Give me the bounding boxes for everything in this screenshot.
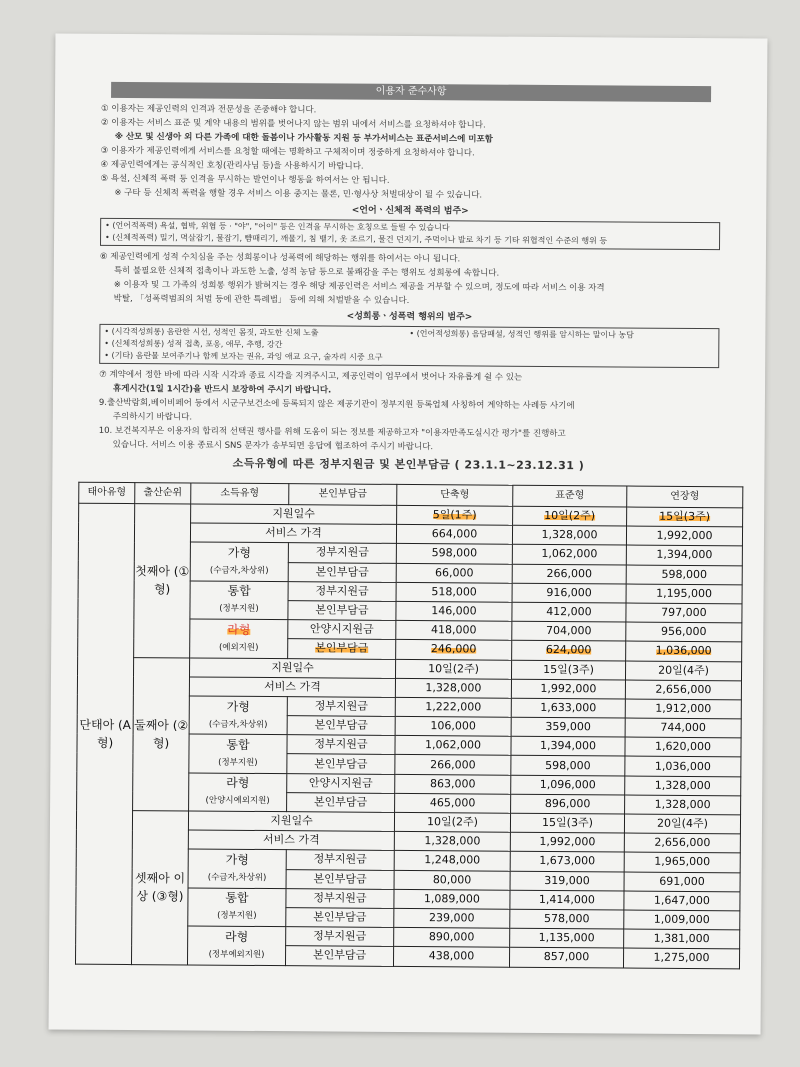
fee-value-cell <box>510 871 624 891</box>
income-type-sub: (정부지원) <box>217 911 257 922</box>
header-cell: 표준형 <box>513 485 627 507</box>
income-type-cell <box>190 581 288 620</box>
price-value: 1,992,000 <box>510 832 624 852</box>
fee-kind-cell <box>287 792 395 812</box>
fee-value-cell <box>624 929 740 949</box>
days-label: 지원일수 <box>188 811 394 832</box>
income-type-cell <box>190 542 288 581</box>
fee-value-cell <box>393 947 509 967</box>
price-value: 1,328,000 <box>394 832 510 852</box>
rules-section <box>52 98 767 475</box>
birth-order-cell: 셋째아 이상 (③형) <box>131 811 188 965</box>
income-type-cell <box>187 926 285 965</box>
price-value: 1,328,000 <box>395 678 511 698</box>
income-type-name: 가형 <box>227 545 252 560</box>
days-value-text: 15일(3주) <box>543 662 595 676</box>
fee-value-text: 412,000 <box>546 604 592 619</box>
fee-value-cell <box>395 755 511 775</box>
fee-kind-cell <box>286 888 394 908</box>
fee-value-cell <box>394 908 510 928</box>
fee-value-cell <box>625 795 741 815</box>
fee-value-text: 146,000 <box>431 604 477 618</box>
fee-value-cell <box>624 872 740 892</box>
fee-kind-text: 정부지원금 <box>313 852 367 867</box>
fee-kind-text: 본인부담금 <box>314 795 368 809</box>
fee-value-text: 691,000 <box>659 874 705 888</box>
days-row <box>79 503 743 527</box>
fee-value-cell <box>624 910 740 930</box>
rule-line: 10. 보건복지부은 이용자의 합리적 선택권 행사를 위해 도움이 되는 정보를 제공하고자 "이용자만족도실시간 평가"를 진행하고 <box>98 425 566 440</box>
fee-kind-cell <box>287 697 395 717</box>
rules-title: 이용자 준수사항 <box>111 82 711 102</box>
fee-value-cell <box>625 699 741 719</box>
fee-value-text: 916,000 <box>546 585 592 600</box>
fee-value-text: 1,248,000 <box>424 853 481 867</box>
income-type-name: 통합 <box>226 737 250 752</box>
price-value: 1,992,000 <box>511 679 625 699</box>
fee-value-cell <box>512 621 626 641</box>
fee-value-text: 1,912,000 <box>655 701 712 716</box>
income-type-sub: (예외지원) <box>218 642 259 653</box>
days-value-text: 20일(4주) <box>657 816 708 831</box>
fee-value-text: 1,009,000 <box>653 912 710 927</box>
fee-value-cell <box>394 870 510 890</box>
fee-value-text: 239,000 <box>429 911 475 925</box>
income-type-name: 라형 <box>225 929 249 944</box>
fee-value-text: 744,000 <box>660 720 706 735</box>
fee-value-text: 66,000 <box>434 565 474 580</box>
harass-item: • (시각적성희롱) 음란한 시선, 성적인 몸짓, 과도한 신체 노출 <box>104 326 319 338</box>
rule-note: ※ 산모 및 신생아 외 다른 가족에 대한 돌봄이나 가사활동 지원 등 부가서비스는 표준서비스에 미포함 <box>114 131 493 145</box>
price-value: 664,000 <box>396 525 512 545</box>
fee-kind-text: 본인부담금 <box>314 718 368 732</box>
income-type-name: 라형 <box>227 622 251 637</box>
days-value <box>394 812 510 832</box>
price-label: 서비스 가격 <box>188 830 394 851</box>
fee-value-text: 80,000 <box>432 872 472 887</box>
fee-value-cell <box>625 737 741 757</box>
fee-value-cell <box>511 736 625 756</box>
fee-value-cell <box>512 545 626 565</box>
fee-kind-text: 정부지원금 <box>313 929 367 943</box>
document-sheet <box>49 34 768 1035</box>
price-value: 1,992,000 <box>626 526 742 546</box>
fee-value-text: 438,000 <box>428 949 475 963</box>
fee-value-cell <box>512 641 626 661</box>
fee-value-cell <box>511 794 625 814</box>
rule-line: 특히 불필요한 신체적 접촉이나 과도한 노출, 성적 농담 등으로 불쾌감을 주는 행위도 성희롱에 속합니다. <box>113 265 500 279</box>
fee-kind-cell <box>287 716 395 736</box>
harass-item: • (기타) 음란물 보여주기나 함께 보자는 권유, 과잉 애교 요구, 술자리 시중 요구 <box>104 350 383 362</box>
fee-kind-cell <box>288 620 396 640</box>
fee-value-text: 1,062,000 <box>541 547 598 561</box>
fee-value-text: 956,000 <box>661 624 707 639</box>
fee-value-cell <box>396 544 512 564</box>
rule-line: 주의하시기 바랍니다. <box>112 411 193 423</box>
violence-title: <언어ㆍ신체적 폭력의 범주> <box>351 205 469 217</box>
income-type-name: 가형 <box>226 699 250 714</box>
fee-value-cell <box>626 584 742 604</box>
days-value <box>395 659 511 679</box>
price-label: 서비스 가격 <box>189 677 395 698</box>
fee-value-text: 266,000 <box>430 757 476 772</box>
days-value <box>510 813 624 833</box>
income-type-sub: (수급자,차상위) <box>208 719 268 730</box>
fee-kind-cell <box>287 735 395 755</box>
fee-value-cell <box>623 948 739 968</box>
fee-value-text: 624,000 <box>545 643 592 657</box>
fee-value-text: 1,381,000 <box>653 931 710 946</box>
fee-value-cell <box>511 756 625 776</box>
rule-line: ② 이용자는 서비스 표준 및 계약 내용의 범위를 벗어나지 않는 범위 내에서 서비스를 요청하셔야 합니다. <box>100 117 486 131</box>
fee-value-cell <box>625 776 741 796</box>
income-type-sub: (수급자,차상위) <box>207 872 267 884</box>
fee-value-cell <box>510 852 624 872</box>
fee-value-cell <box>395 774 511 794</box>
fee-kind-cell <box>288 601 396 621</box>
fee-value-cell <box>396 601 512 621</box>
fee-value-text: 1,222,000 <box>425 700 482 714</box>
fee-kind-cell <box>287 773 395 793</box>
fee-value-text: 266,000 <box>546 566 593 580</box>
days-label: 지원일수 <box>191 504 397 525</box>
days-value <box>513 506 627 526</box>
rule-line: 9.출산박람회,베이비페어 등에서 시군구보건소에 등록되지 않은 제공기관이 정부지원 등록업체 사칭하여 계약하는 사례등 사기에 <box>98 397 575 412</box>
rule-note: ※ 이용자 및 그 가족의 성희롱 행위가 밝혀지는 경우 해당 제공인력은 서비스 제공을 거부할 수 있으며, 정도에 따라 서비스 이용 자격 <box>113 279 605 294</box>
income-type-sub: (안양시예외지원) <box>205 795 270 807</box>
fee-value-text: 1,195,000 <box>656 586 713 600</box>
fee-value-cell <box>509 948 623 968</box>
fee-value-cell <box>396 563 512 583</box>
fee-value-text: 465,000 <box>429 796 476 810</box>
fee-kind-text: 안양시지원금 <box>309 622 374 636</box>
fee-kind-cell <box>288 639 396 659</box>
header-cell: 본인부담금 <box>289 484 397 506</box>
fee-kind-text: 본인부담금 <box>312 948 367 963</box>
price-label: 서비스 가격 <box>190 523 396 544</box>
fee-value-cell <box>626 545 742 565</box>
days-value-text: 5일(1주) <box>432 508 477 522</box>
fetus-type-cell: 단태아 (A형) <box>75 503 134 964</box>
fee-table-title: 소득유형에 따른 정부지원금 및 본인부담금 ( 23.1.1~23.12.31 ) <box>232 456 585 473</box>
fee-value-text: 598,000 <box>431 546 478 560</box>
birth-order-cell: 첫째아 (①형) <box>134 504 191 658</box>
income-type-name: 라형 <box>226 776 250 791</box>
fee-value-text: 857,000 <box>543 950 590 964</box>
income-type-cell <box>190 619 288 658</box>
violence-box <box>100 218 720 250</box>
fee-kind-text: 정부지원금 <box>314 737 368 752</box>
fee-value-cell <box>626 565 742 585</box>
income-type-name: 통합 <box>227 584 251 599</box>
fee-value-text: 598,000 <box>545 758 591 772</box>
fee-kind-cell <box>286 869 394 889</box>
fee-kind-text: 정부지원금 <box>313 891 367 905</box>
income-type-sub: (수급자,차상위) <box>209 565 269 577</box>
fee-value-text: 418,000 <box>431 623 477 637</box>
fee-kind-cell <box>286 927 394 947</box>
days-label: 지원일수 <box>189 657 395 678</box>
fee-value-text: 518,000 <box>431 585 477 599</box>
header-cell: 출산순위 <box>135 483 191 504</box>
fee-kind-text: 본인부담금 <box>314 756 368 771</box>
days-value-text: 10일(2주) <box>544 509 596 523</box>
fee-kind-text: 정부지원금 <box>315 584 369 598</box>
fee-kind-cell <box>286 908 394 928</box>
fee-kind-cell <box>288 543 396 563</box>
rule-line: ⑦ 계약에서 정한 바에 따라 시작 시각과 종료 시각을 지켜주시고, 제공인력이 업무에서 벗어나 자유롭게 쉴 수 있는 <box>99 369 523 383</box>
header-cell: 태아유형 <box>79 482 135 503</box>
fee-kind-text: 본인부담금 <box>315 603 369 617</box>
fee-value-text: 106,000 <box>430 719 476 733</box>
income-type-cell <box>189 696 287 735</box>
fee-value-text: 1,062,000 <box>424 738 482 752</box>
income-type-sub: (정부예외지원) <box>208 949 265 960</box>
fee-value-text: 1,673,000 <box>539 854 596 868</box>
fee-value-text: 359,000 <box>545 720 591 734</box>
harass-item: • (언어적성희롱) 음담패설, 성적인 행위를 암시하는 말이나 농담 <box>409 329 634 340</box>
fee-value-cell <box>626 641 742 661</box>
harass-box <box>99 324 719 368</box>
fee-value-text: 246,000 <box>430 642 477 656</box>
days-value <box>625 661 741 681</box>
fee-value-text: 1,620,000 <box>654 740 712 754</box>
income-type-sub: (정부지원) <box>219 604 259 615</box>
rule-line: 휴게시간(1일 1시간)을 반드시 보장하여 주시기 바랍니다. <box>112 383 332 396</box>
fee-kind-text: 본인부담금 <box>315 641 369 656</box>
fee-kind-text: 본인부담금 <box>313 872 367 886</box>
fee-kind-cell <box>288 581 396 601</box>
rule-line: ① 이용자는 제공인력의 인격과 전문성을 존중해야 합니다. <box>100 103 317 116</box>
harass-title: <성희롱ㆍ성폭력 행위의 범주> <box>346 311 473 323</box>
fee-value-cell <box>512 602 626 622</box>
fee-value-cell <box>394 889 510 909</box>
fee-value-cell <box>625 756 741 776</box>
header-cell: 단축형 <box>397 484 513 506</box>
fee-value-cell <box>512 564 626 584</box>
price-value: 2,656,000 <box>625 680 741 700</box>
fee-kind-cell <box>285 946 393 966</box>
fee-value-text: 1,096,000 <box>539 777 596 792</box>
fee-kind-text: 안양시지원금 <box>308 776 373 790</box>
fee-value-cell <box>624 852 740 872</box>
fee-value-cell <box>625 718 741 738</box>
violence-item: • (언어적폭력) 욕설, 협박, 위협 등 · "야", "어이" 등은 인격을 무시하는 호칭으로 들릴 수 있습니다 <box>105 220 450 233</box>
fee-value-cell <box>512 583 626 603</box>
fee-value-cell <box>626 603 742 623</box>
fee-value-text: 1,647,000 <box>653 893 710 907</box>
fee-value-cell <box>394 851 510 871</box>
fee-value-text: 1,328,000 <box>654 797 711 812</box>
rule-note: ※ 구타 등 신체적 폭력을 행할 경우 서비스 이용 중지는 물론, 민·형사상 처벌대상이 될 수 있습니다. <box>114 187 483 201</box>
days-row <box>78 657 742 681</box>
rule-line: ⑥ 제공인력에게 성적 수치심을 주는 성희롱이나 성폭력에 해당하는 행위를 하여서는 아니 됩니다. <box>99 251 461 265</box>
rule-line: ④ 제공인력에게는 공식적인 호칭(관리사님 등)을 사용하시기 바랍니다. <box>100 159 364 172</box>
days-value <box>397 505 513 525</box>
price-value: 1,328,000 <box>512 525 626 545</box>
fee-value-cell <box>396 582 512 602</box>
days-row <box>76 810 740 834</box>
fee-value-cell <box>396 621 512 641</box>
harass-item: • (신체적성희롱) 성적 접촉, 포옹, 애무, 추행, 강간 <box>104 338 283 350</box>
birth-order-cell: 둘째아 (②형) <box>133 657 190 811</box>
fee-value-cell <box>395 793 511 813</box>
days-value <box>624 814 740 834</box>
fee-value-cell <box>396 640 512 660</box>
rule-line: ③ 이용자가 제공인력에게 서비스를 요청할 때에는 명확하고 구체적이며 정중하게 요청하셔야 합니다. <box>100 145 475 159</box>
violence-item: • (신체적폭력) 밀기, 멱살잡기, 물잡기, 뺨때리기, 깨물기, 침 뱉기, 옷 조르기, 물건 던지기, 주먹이나 발로 차기 등 기타 위협적인 수준의 행위 등 <box>105 232 608 246</box>
fee-value-text: 797,000 <box>661 605 707 620</box>
fee-value-text: 1,036,000 <box>655 644 712 658</box>
fee-kind-text: 정부지원금 <box>315 545 369 560</box>
fee-value-text: 704,000 <box>546 624 592 638</box>
income-type-sub: (정부지원) <box>218 757 258 768</box>
fee-value-cell <box>511 775 625 795</box>
fee-value-text: 1,089,000 <box>423 891 480 906</box>
price-value: 2,656,000 <box>624 833 740 853</box>
fee-value-text: 1,633,000 <box>540 700 597 715</box>
fee-value-text: 1,394,000 <box>656 548 713 562</box>
rule-line: 있습니다. 서비스 이용 종료시 SNS 문자가 송부되면 응답에 협조하여 주시기 바랍니다. <box>112 439 434 453</box>
fee-value-text: 896,000 <box>544 796 591 811</box>
fee-value-text: 1,275,000 <box>653 951 710 965</box>
fee-value-cell <box>626 622 742 642</box>
days-value-text: 15일(3주) <box>542 816 593 830</box>
fee-value-text: 1,394,000 <box>539 739 597 753</box>
fee-value-text: 1,414,000 <box>538 892 595 907</box>
fee-value-cell <box>394 928 510 948</box>
fee-kind-cell <box>286 850 394 870</box>
fee-value-text: 1,965,000 <box>654 855 711 869</box>
days-value-text: 10일(2주) <box>427 815 478 829</box>
fee-value-cell <box>395 697 511 717</box>
days-value-text: 20일(4주) <box>658 663 710 677</box>
income-type-cell <box>189 734 287 773</box>
rule-line: ⑤ 욕설, 신체적 폭력 등 인격을 무시하는 발언이나 행동을 하여서는 안 됩니다. <box>100 173 390 186</box>
fee-value-cell <box>510 928 624 948</box>
fee-value-cell <box>510 890 624 910</box>
fee-value-text: 863,000 <box>429 776 476 791</box>
fee-kind-cell <box>287 754 395 774</box>
fee-value-text: 578,000 <box>544 911 590 926</box>
income-type-cell <box>188 849 286 888</box>
income-type-cell <box>189 773 287 812</box>
fee-value-text: 1,036,000 <box>654 759 711 773</box>
fee-value-cell <box>624 891 740 911</box>
fee-value-text: 1,328,000 <box>654 778 711 792</box>
fee-value-cell <box>511 717 625 737</box>
days-value <box>627 507 743 527</box>
days-value <box>511 660 625 680</box>
rule-line: 박탈, 「성폭력범죄의 처벌 등에 관한 특례법」 등에 의해 처벌받을 수 있습니다. <box>113 293 410 307</box>
fee-value-text: 598,000 <box>661 567 708 581</box>
fee-kind-cell <box>288 562 396 582</box>
fee-value-text: 1,135,000 <box>538 931 595 945</box>
income-type-name: 통합 <box>225 891 249 906</box>
fee-kind-text: 정부지원금 <box>314 699 368 713</box>
fee-value-cell <box>395 736 511 756</box>
fee-kind-text: 본인부담금 <box>315 565 369 579</box>
days-value-text: 10일(2주) <box>428 661 480 676</box>
fee-value-cell <box>510 909 624 929</box>
income-type-cell <box>188 888 286 927</box>
fee-value-text: 319,000 <box>544 873 590 887</box>
fee-table <box>75 482 743 969</box>
fee-value-cell <box>395 716 511 736</box>
days-value-text: 15일(3주) <box>659 509 711 524</box>
header-cell: 연장형 <box>627 486 743 508</box>
fee-kind-text: 본인부담금 <box>313 910 367 924</box>
header-cell: 소득유형 <box>191 483 289 505</box>
fee-value-text: 890,000 <box>428 930 475 944</box>
fee-value-cell <box>511 698 625 718</box>
income-type-name: 가형 <box>225 852 249 867</box>
